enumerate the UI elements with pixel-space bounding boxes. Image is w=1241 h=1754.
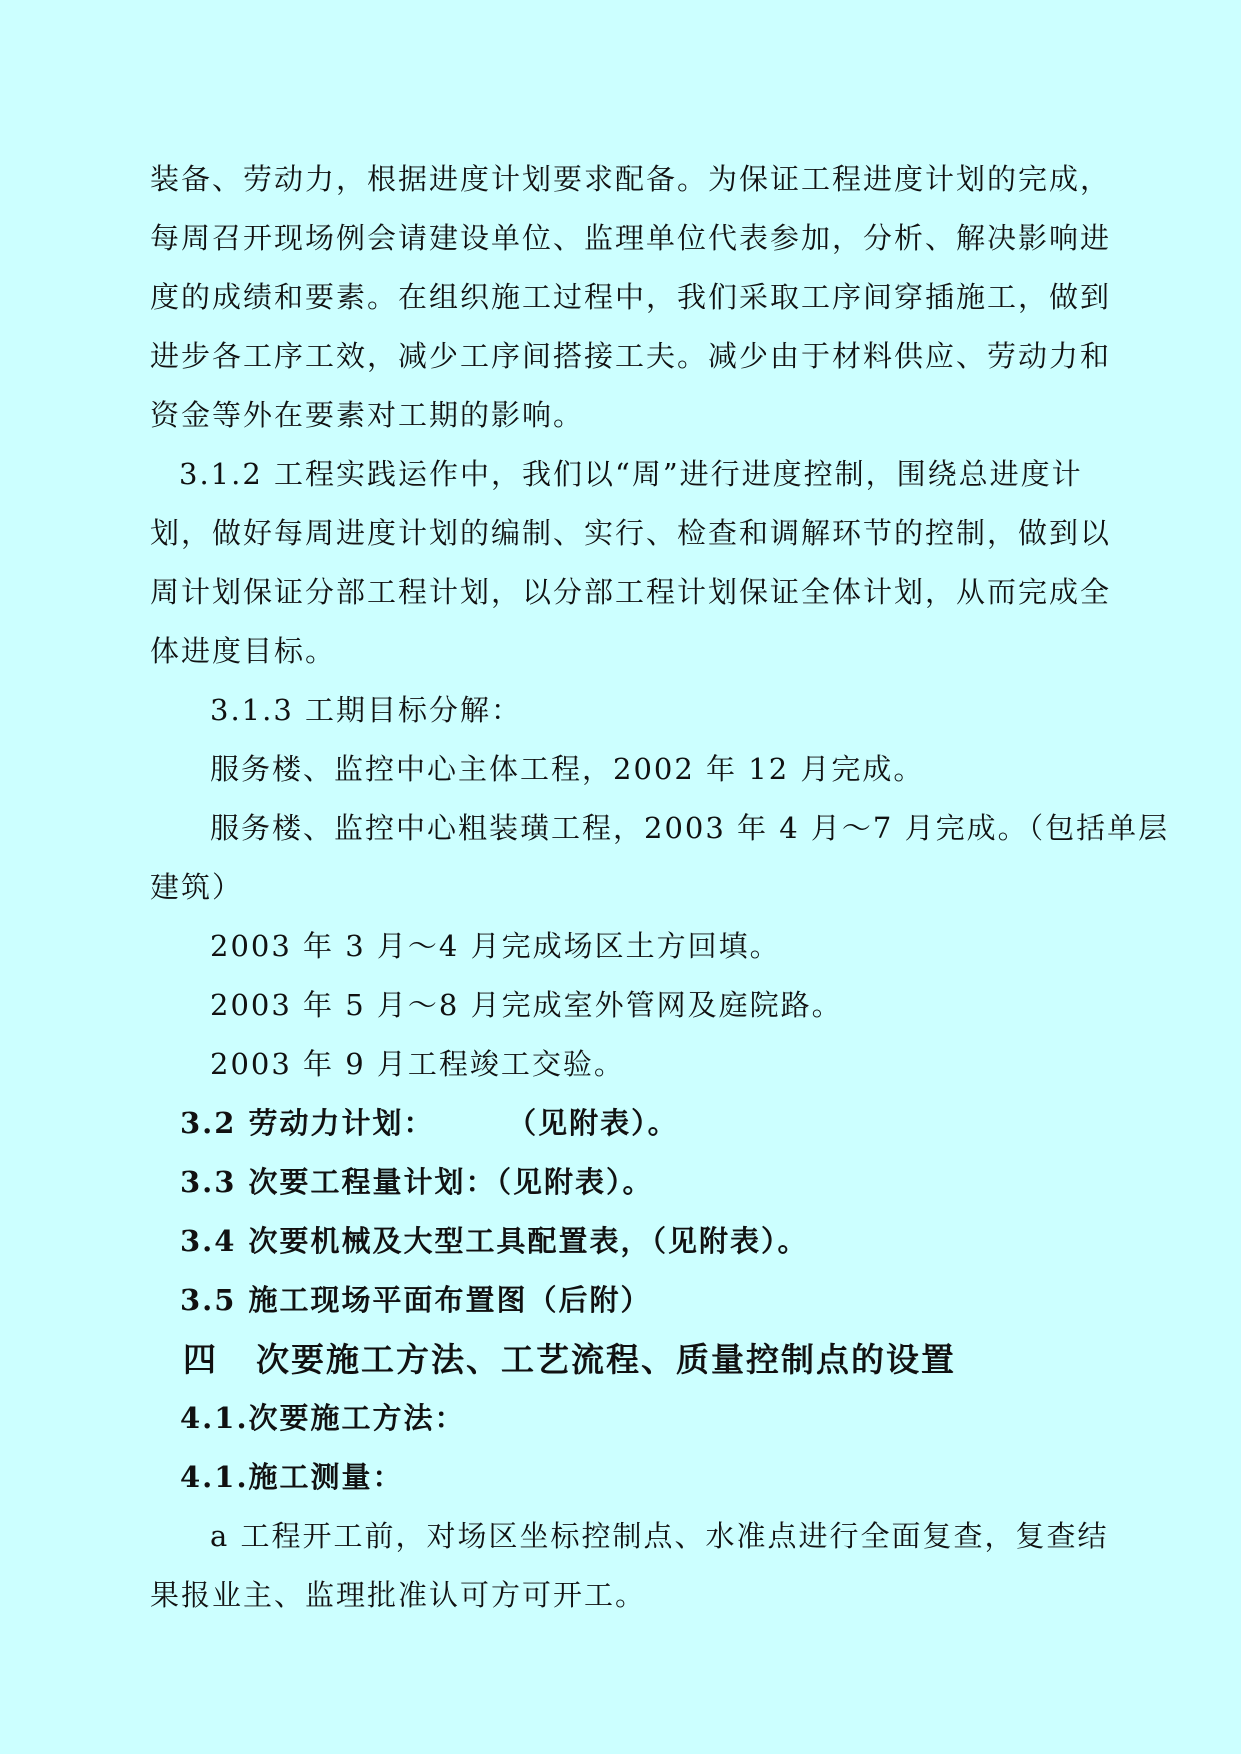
milestone-item: 2003 年 3 月～4 月完成场区土方回填。 — [210, 929, 781, 963]
text-line: 3.1.2 工程实践运作中，我们以“周”进行进度控制，围绕总进度计 — [179, 457, 1083, 491]
text-line: 装备、劳动力，根据进度计划要求配备。为保证工程进度计划的完成， — [150, 162, 1112, 196]
text-line: 周计划保证分部工程计划，以分部工程计划保证全体计划，从而完成全 — [150, 575, 1112, 609]
document-page — [150, 150, 1170, 1625]
section-3-4-heading: 3.4 次要机械及大型工具配置表，（见附表）。 — [180, 1224, 809, 1258]
milestone-item: 2003 年 9 月工程竣工交验。 — [210, 1047, 625, 1081]
milestone-item: 服务楼、监控中心主体工程，2002 年 12 月完成。 — [210, 752, 925, 786]
section-3-1-3-title: 3.1.3 工期目标分解： — [210, 693, 523, 727]
text-line: 每周召开现场例会请建设单位、监理单位代表参加，分析、解决影响进 — [150, 221, 1112, 255]
chapter-4-heading — [150, 1330, 1120, 1389]
chapter-title: 次要施工方法、工艺流程、质量控制点的设置 — [256, 1340, 956, 1379]
text-line: 划，做好每周进度计划的编制、实行、检查和调解环节的控制，做到以 — [150, 516, 1112, 550]
section-4-1-sub-heading: 4.1.施工测量： — [180, 1460, 404, 1494]
text-line: 果报业主、监理批准认可方可开工。 — [150, 1578, 647, 1612]
milestone-item: 2003 年 5 月～8 月完成室外管网及庭院路。 — [210, 988, 843, 1022]
section-3-3-heading: 3.3 次要工程量计划：（见附表）。 — [180, 1165, 654, 1199]
text-line: 进步各工序工效，减少工序间搭接工夫。减少由于材料供应、劳动力和 — [150, 339, 1112, 373]
text-line: 资金等外在要素对工期的影响。 — [150, 398, 585, 432]
section-3-5-heading: 3.5 施工现场平面布置图（后附） — [180, 1283, 652, 1317]
section-4-1-heading: 4.1.次要施工方法： — [180, 1401, 466, 1435]
milestone-item-continuation: 建筑） — [150, 870, 244, 904]
section-3-2-heading: 3.2 劳动力计划： （见附表）。 — [180, 1106, 679, 1140]
milestone-item: 服务楼、监控中心粗装璜工程，2003 年 4 月～7 月完成。（包括单层 — [210, 811, 1170, 845]
progress-paragraph — [150, 150, 1120, 445]
text-line: a 工程开工前，对场区坐标控制点、水准点进行全面复查，复查结 — [210, 1519, 1109, 1553]
text-line: 度的成绩和要素。在组织施工过程中，我们采取工序间穿插施工，做到 — [150, 280, 1112, 314]
section-3-1-2-paragraph — [150, 445, 1120, 681]
chapter-number: 四 — [183, 1340, 218, 1379]
text-line: 体进度目标。 — [150, 634, 337, 668]
